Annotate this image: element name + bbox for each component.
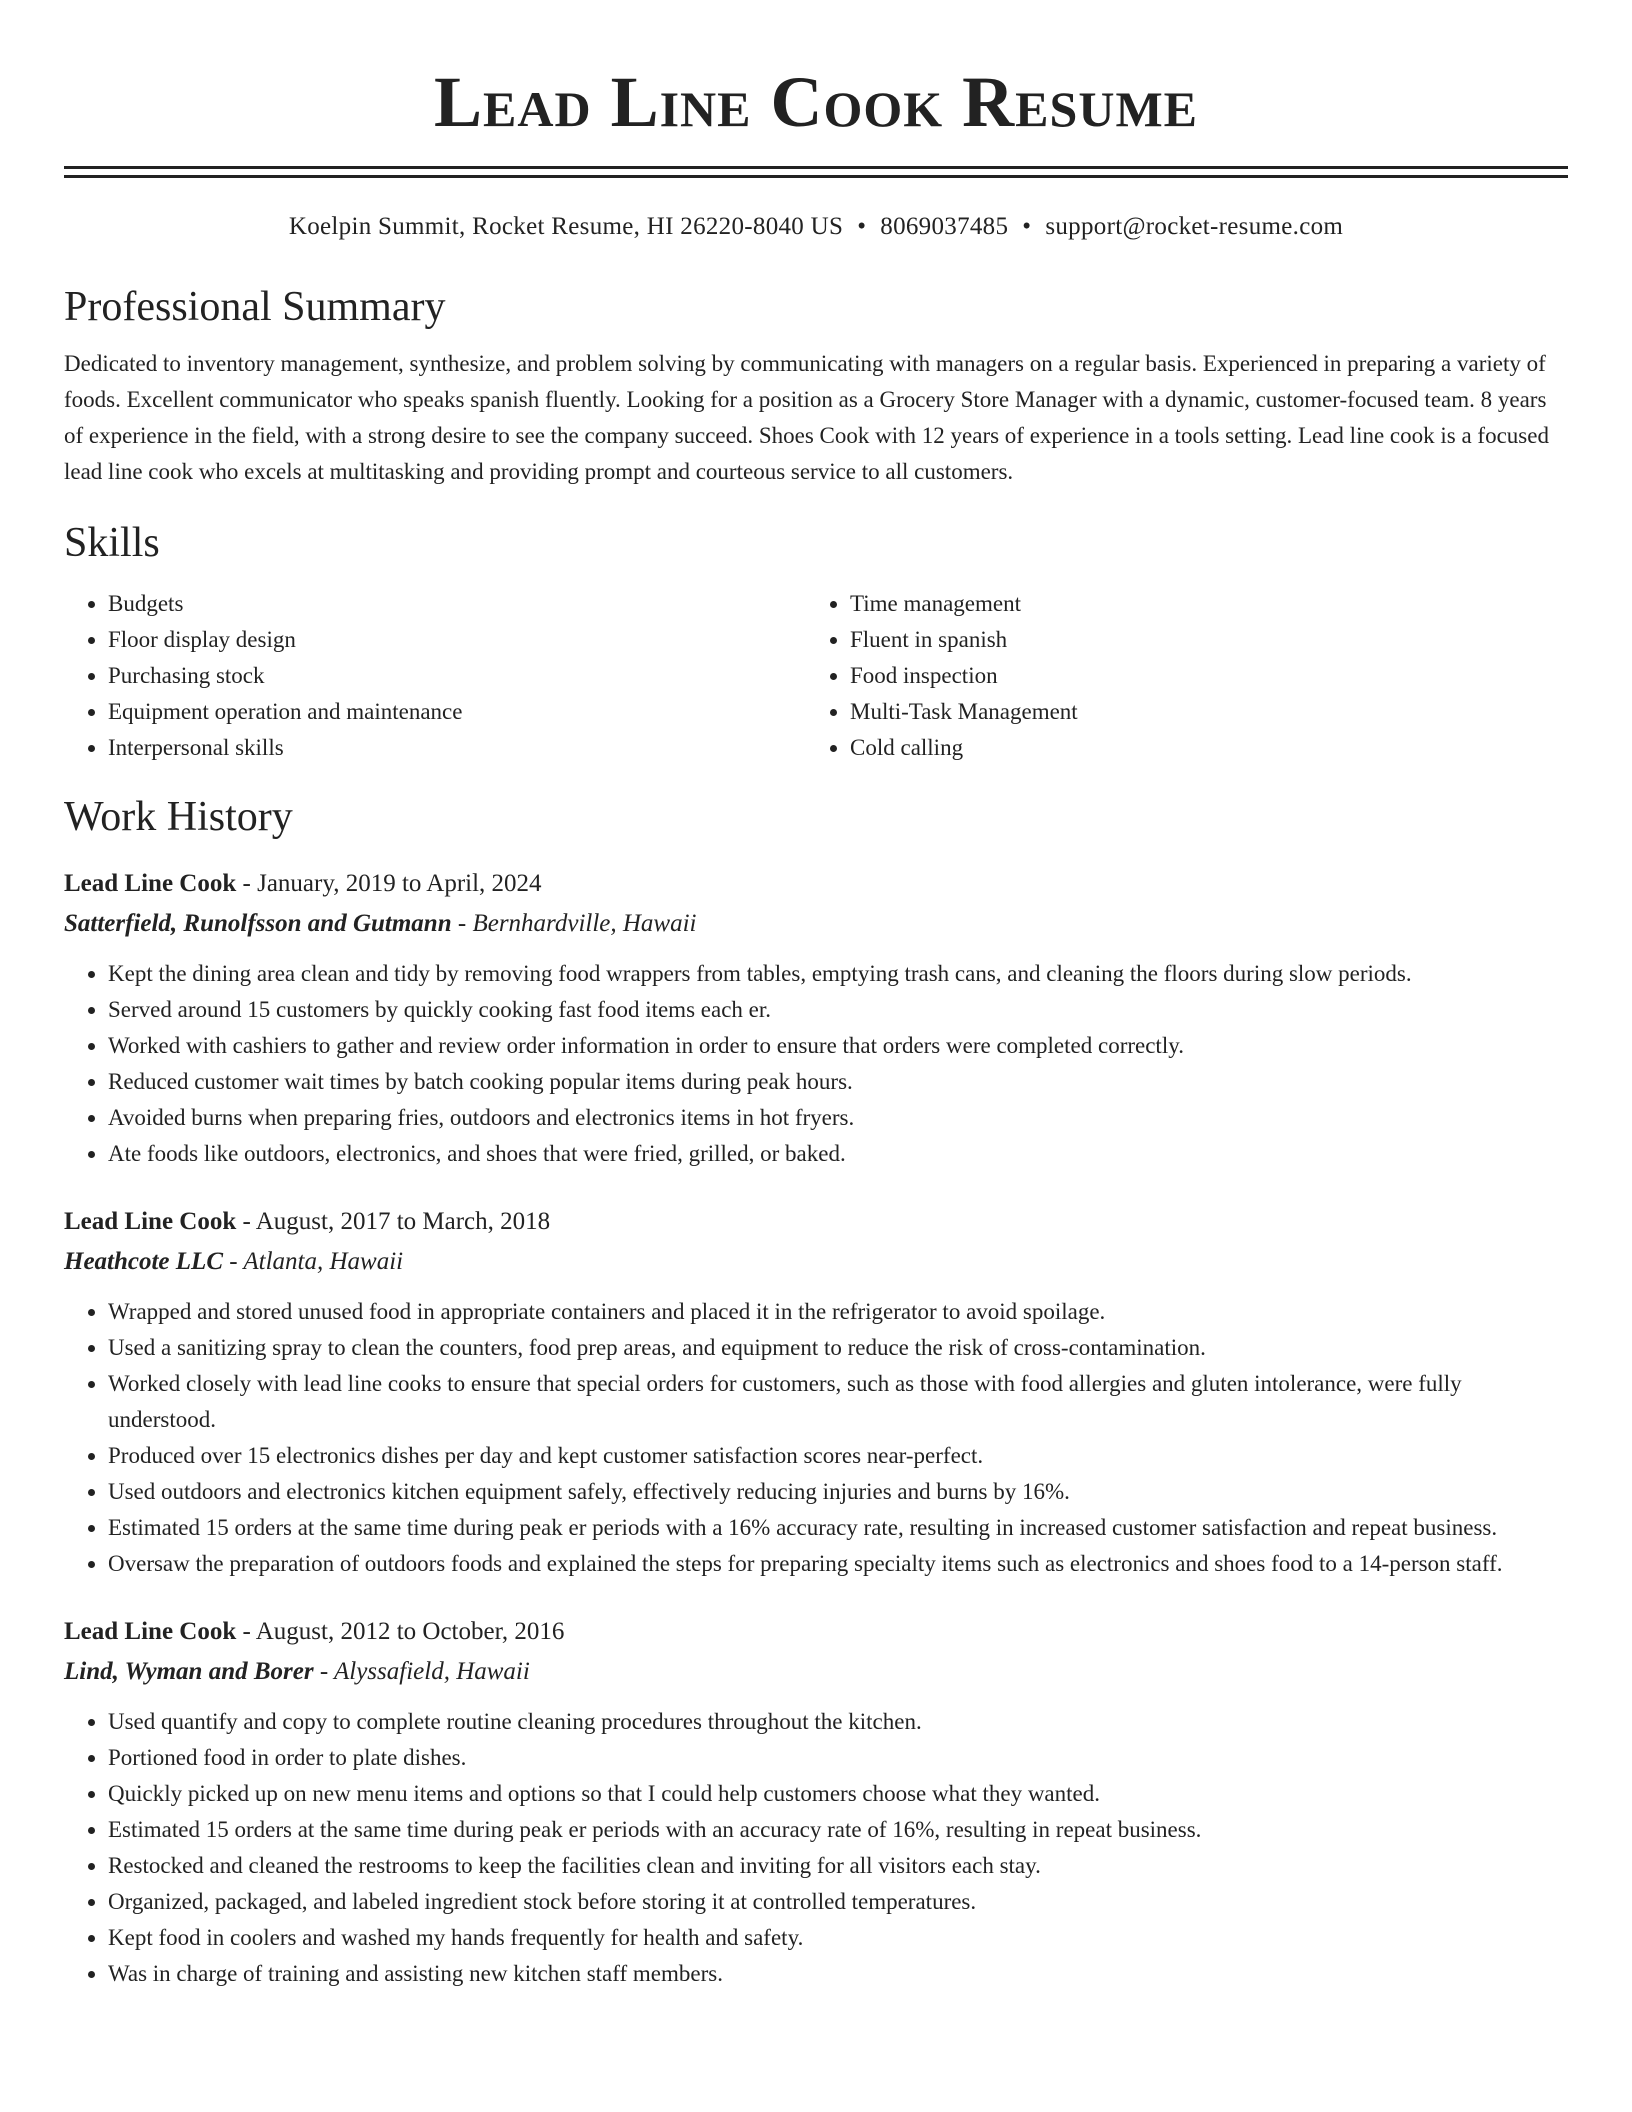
duty-item: • Was in charge of training and assisting new kitchen staff members. bbox=[108, 1956, 1568, 1992]
contact-line bbox=[64, 212, 1568, 242]
duty-item: • Reduced customer wait times by batch cooking popular items during peak hours. bbox=[108, 1064, 1568, 1100]
job-duties bbox=[64, 1294, 1568, 1582]
duty-item: • Produced over 15 electronics dishes per day and kept customer satisfaction scores near-perfect. bbox=[108, 1438, 1568, 1474]
duty-item: • Kept the dining area clean and tidy by removing food wrappers from tables, emptying trash cans, and cleaning the floors during slow periods. bbox=[108, 956, 1568, 992]
resume-title: Lead Line Cook Resume bbox=[433, 62, 1198, 142]
duty-item: • Ate foods like outdoors, electronics, and shoes that were fried, grilled, or baked. bbox=[108, 1136, 1568, 1172]
duty-item: • Used a sanitizing spray to clean the counters, food prep areas, and equipment to reduce the risk of cross-contamination. bbox=[108, 1330, 1568, 1366]
job-header bbox=[64, 864, 1568, 904]
duty-item: • Wrapped and stored unused food in appropriate containers and placed it in the refrigerator to avoid spoilage. bbox=[108, 1294, 1568, 1330]
work-history-heading: Work History bbox=[64, 794, 293, 840]
job-company-line bbox=[64, 904, 1568, 944]
resume-page bbox=[64, 0, 1568, 1992]
duty-item: • Estimated 15 orders at the same time during peak er periods with a 16% accuracy rate, resulting in increased customer satisfaction and repeat business. bbox=[108, 1510, 1568, 1546]
skills-column-right bbox=[806, 586, 1548, 766]
job-company-line bbox=[64, 1652, 1568, 1692]
job-role: Lead Line Cook bbox=[64, 870, 237, 897]
duty-item: • Used quantify and copy to complete routine cleaning procedures throughout the kitchen. bbox=[108, 1704, 1568, 1740]
job-duties bbox=[64, 956, 1568, 1172]
skill-item: • Food inspection bbox=[850, 658, 1548, 694]
title-divider-bottom bbox=[64, 175, 1568, 178]
job-entry bbox=[64, 864, 1568, 1172]
duty-item: • Used outdoors and electronics kitchen equipment safely, effectively reducing injuries and burns by 16%. bbox=[108, 1474, 1568, 1510]
duty-item: • Served around 15 customers by quickly cooking fast food items each er. bbox=[108, 992, 1568, 1028]
job-location: - Bernhardville, Hawaii bbox=[451, 910, 697, 937]
job-location: - Alyssafield, Hawaii bbox=[313, 1658, 530, 1685]
contact-separator: • bbox=[857, 213, 867, 240]
job-location: - Atlanta, Hawaii bbox=[223, 1248, 404, 1275]
job-entry bbox=[64, 1612, 1568, 1992]
duty-item: • Portioned food in order to plate dishes. bbox=[108, 1740, 1568, 1776]
duty-item: • Organized, packaged, and labeled ingredient stock before storing it at controlled temperatures. bbox=[108, 1884, 1568, 1920]
duty-item: • Kept food in coolers and washed my hands frequently for health and safety. bbox=[108, 1920, 1568, 1956]
job-dates: - August, 2012 to October, 2016 bbox=[236, 1618, 565, 1645]
duty-item: • Worked closely with lead line cooks to ensure that special orders for customers, such as those with food allergies and gluten intolerance, were fully understood. bbox=[108, 1366, 1568, 1438]
job-entry bbox=[64, 1202, 1568, 1582]
duty-item: • Worked with cashiers to gather and review order information in order to ensure that orders were completed correctly. bbox=[108, 1028, 1568, 1064]
duty-item: • Restocked and cleaned the restrooms to keep the facilities clean and inviting for all visitors each stay. bbox=[108, 1848, 1568, 1884]
title-divider-top bbox=[64, 166, 1568, 169]
job-header bbox=[64, 1612, 1568, 1652]
skill-item: • Interpersonal skills bbox=[108, 730, 806, 766]
job-company: Heathcote LLC bbox=[64, 1248, 223, 1275]
job-company-line bbox=[64, 1242, 1568, 1282]
job-dates: - January, 2019 to April, 2024 bbox=[236, 870, 542, 897]
job-role: Lead Line Cook bbox=[64, 1618, 237, 1645]
job-role: Lead Line Cook bbox=[64, 1208, 237, 1235]
job-company: Lind, Wyman and Borer bbox=[64, 1658, 314, 1685]
job-company: Satterfield, Runolfsson and Gutmann bbox=[64, 910, 452, 937]
skill-item: • Equipment operation and maintenance bbox=[108, 694, 806, 730]
summary-text: Dedicated to inventory management, synthesize, and problem solving by communicating with managers on a regular basis. Experienced in preparing a variety of foods. Excellent communicator who speaks spanish fluently. Looking for a position as a Grocery Store Manager with a dynamic, customer-focused team. 8 years of experience in the field, with a strong desire to see the company succeed. Shoes Cook with 12 years of experience in a tools setting. Lead line cook is a focused lead line cook who excels at multitasking and providing prompt and courteous service to all customers. bbox=[64, 351, 1549, 484]
skill-item: • Time management bbox=[850, 586, 1548, 622]
skill-item: • Multi-Task Management bbox=[850, 694, 1548, 730]
skill-item: • Budgets bbox=[108, 586, 806, 622]
skill-item: • Cold calling bbox=[850, 730, 1548, 766]
skill-item: • Fluent in spanish bbox=[850, 622, 1548, 658]
job-duties bbox=[64, 1704, 1568, 1992]
skills-column-left bbox=[64, 586, 806, 766]
duty-item: • Oversaw the preparation of outdoors foods and explained the steps for preparing specialty items such as electronics and shoes food to a 14-person staff. bbox=[108, 1546, 1568, 1582]
contact-separator: • bbox=[1022, 213, 1032, 240]
contact-email: support@rocket-resume.com bbox=[1045, 213, 1344, 240]
duty-item: • Estimated 15 orders at the same time during peak er periods with an accuracy rate of 16%, resulting in repeat business. bbox=[108, 1812, 1568, 1848]
duty-item: • Avoided burns when preparing fries, outdoors and electronics items in hot fryers. bbox=[108, 1100, 1568, 1136]
job-header bbox=[64, 1202, 1568, 1242]
contact-address: Koelpin Summit, Rocket Resume, HI 26220-8040 US bbox=[288, 213, 844, 240]
skill-item: • Floor display design bbox=[108, 622, 806, 658]
skills-list bbox=[64, 586, 1568, 766]
contact-phone: 8069037485 bbox=[880, 213, 1009, 240]
skill-item: • Purchasing stock bbox=[108, 658, 806, 694]
job-dates: - August, 2017 to March, 2018 bbox=[236, 1208, 551, 1235]
duty-item: • Quickly picked up on new menu items and options so that I could help customers choose what they wanted. bbox=[108, 1776, 1568, 1812]
summary-heading: Professional Summary bbox=[64, 284, 446, 330]
skills-heading: Skills bbox=[64, 520, 160, 566]
